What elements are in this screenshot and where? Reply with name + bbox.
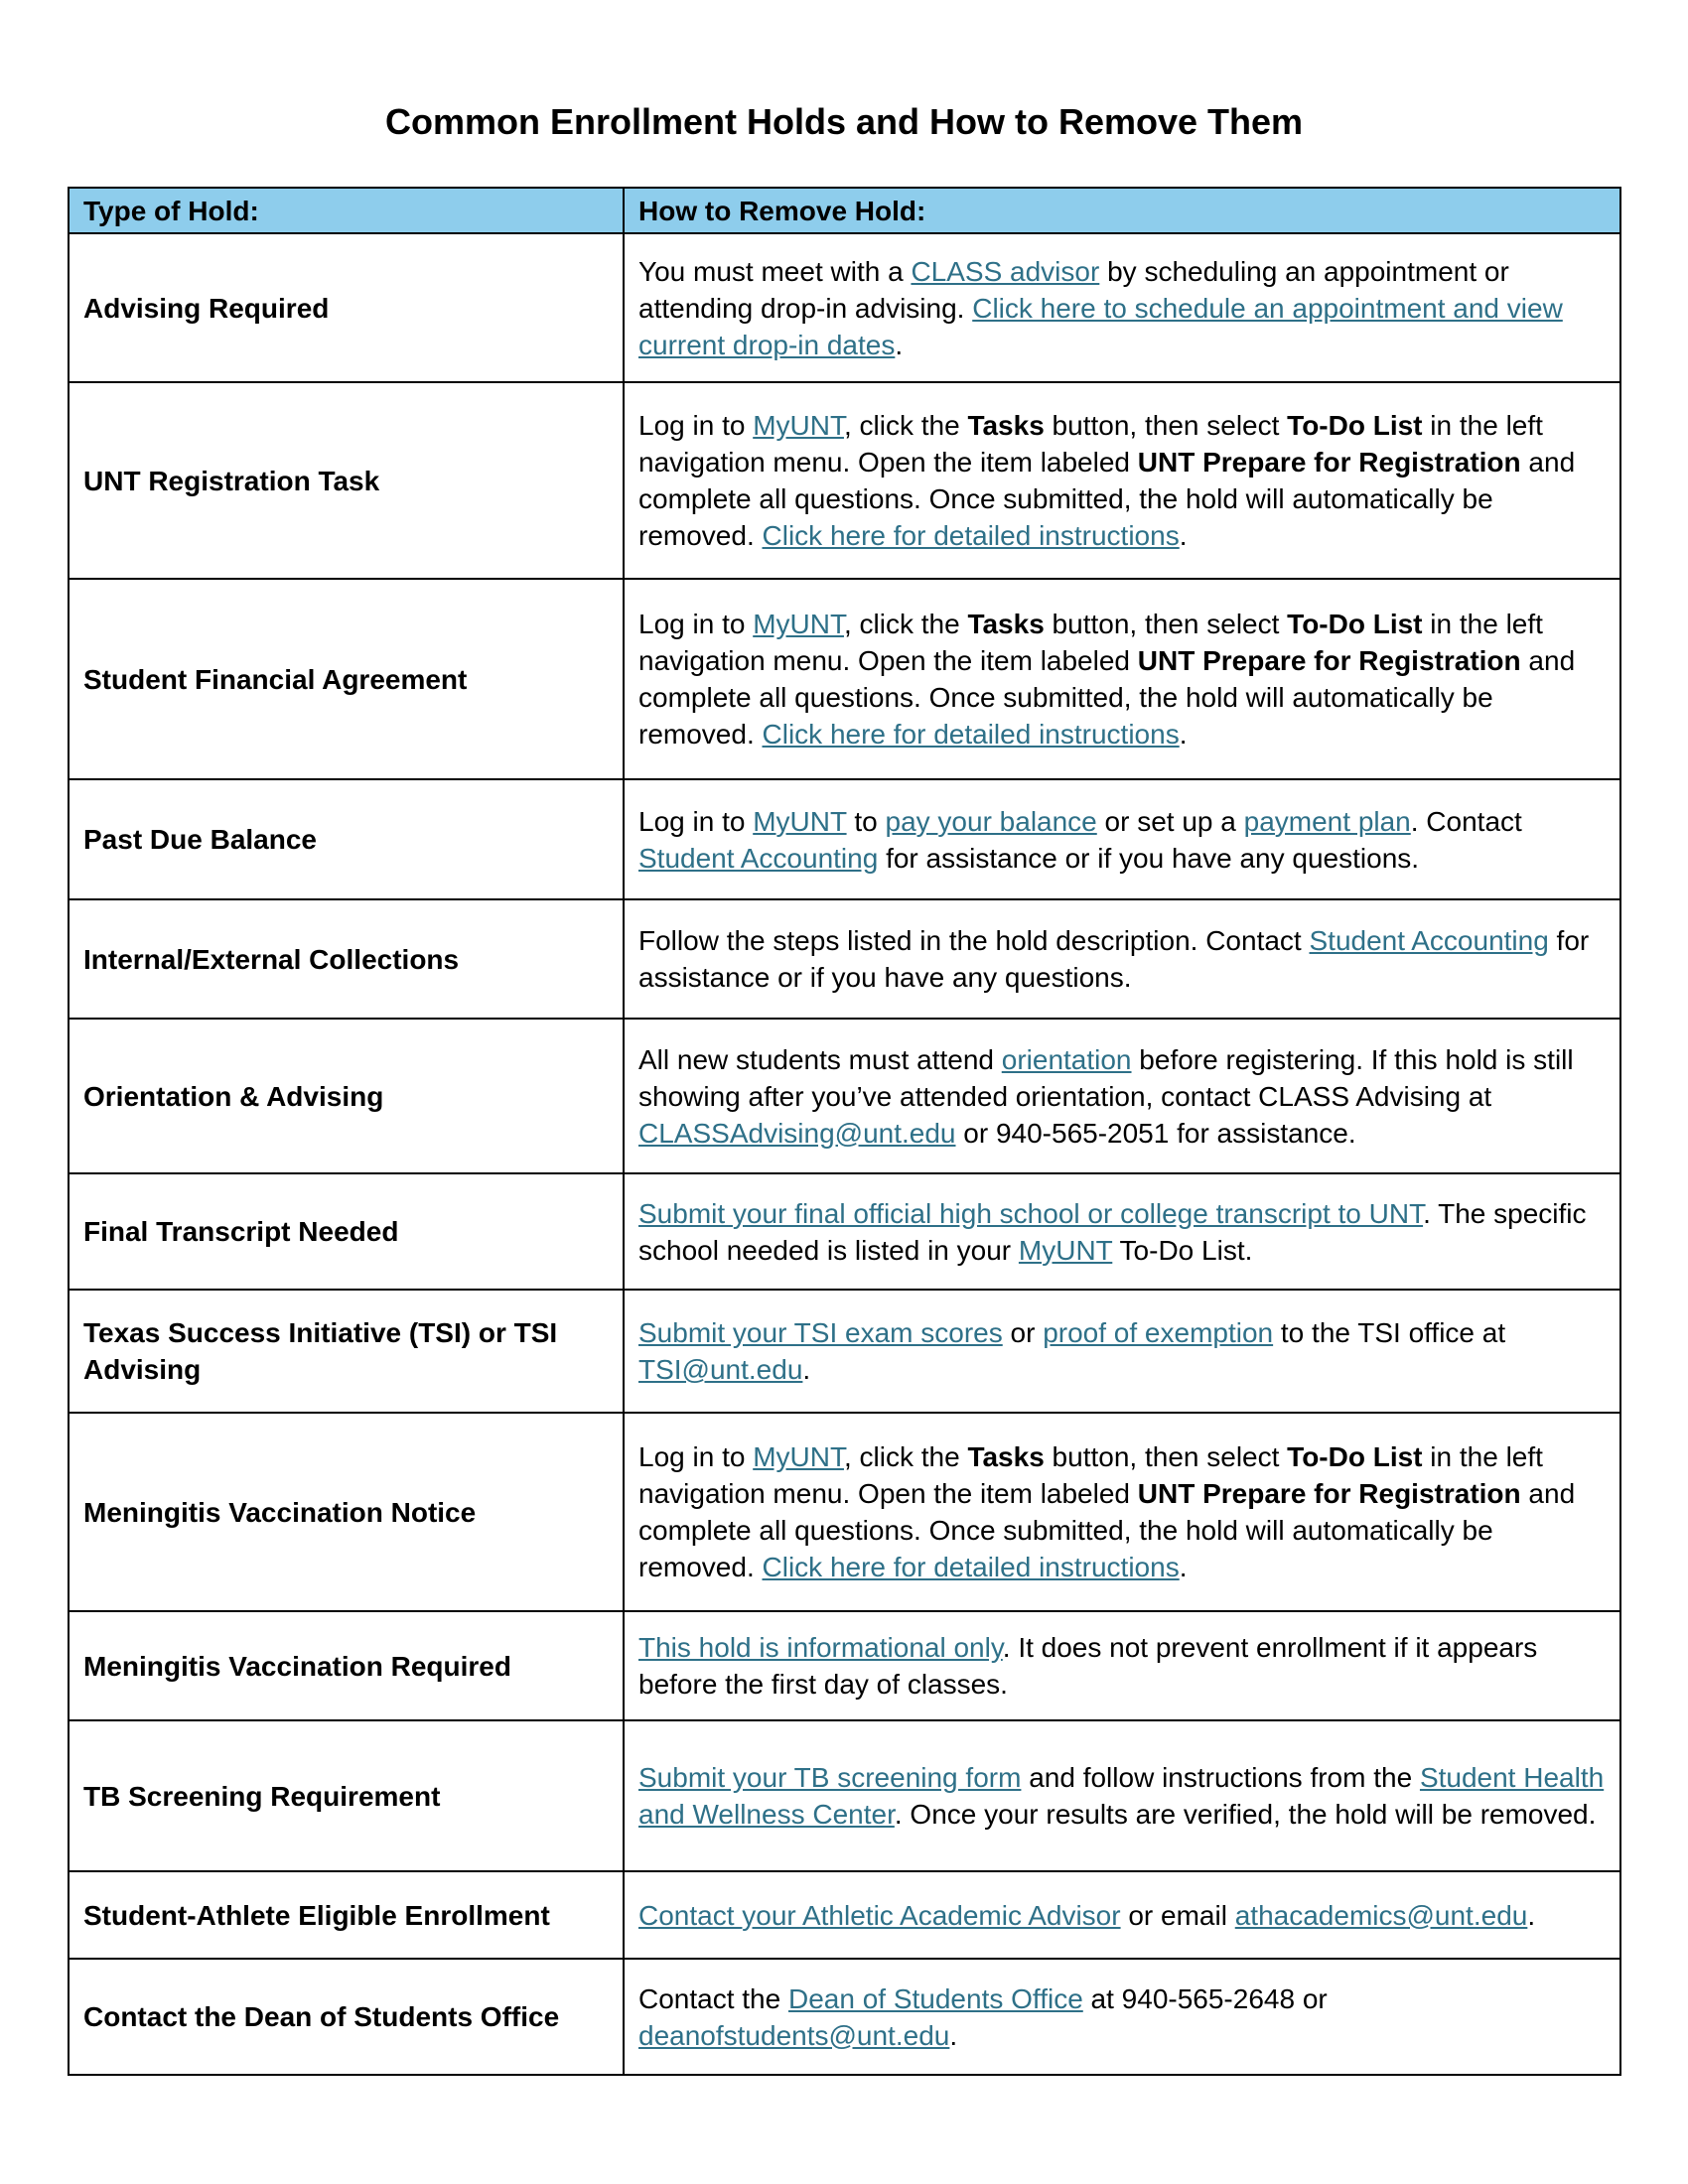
- hold-instructions: [624, 233, 1620, 382]
- instruction-link[interactable]: MyUNT: [1018, 1234, 1113, 1266]
- instruction-text: and follow instructions from the: [1021, 1762, 1420, 1793]
- instruction-link[interactable]: MyUNT: [753, 805, 847, 837]
- hold-instructions: [624, 1959, 1620, 2075]
- hold-type: Meningitis Vaccination Required: [69, 1611, 624, 1720]
- instruction-text: .: [1527, 1899, 1536, 1931]
- instruction-text: Follow the steps listed in the hold description. Contact: [638, 925, 1310, 956]
- instruction-text: and complete all questions. Once submitted, the hold will automatically be removed.: [638, 447, 1576, 551]
- instruction-text: .: [1179, 520, 1188, 551]
- hold-instructions: [624, 1720, 1620, 1871]
- table-row: [69, 1173, 1620, 1290]
- table-row: [69, 1959, 1620, 2075]
- instruction-text: or 940-565-2051 for assistance.: [955, 1117, 1356, 1149]
- instruction-bold-text: To-Do List: [1287, 609, 1423, 639]
- instruction-bold-text: UNT Prepare for Registration: [1137, 645, 1521, 676]
- instruction-link[interactable]: MyUNT: [753, 609, 844, 639]
- instruction-text: .: [802, 1354, 811, 1385]
- hold-instructions: [624, 1019, 1620, 1173]
- table-row: [69, 1290, 1620, 1413]
- instruction-text: . The specific school needed is listed in your: [638, 1197, 1587, 1266]
- holds-table: [68, 187, 1621, 2076]
- instruction-link[interactable]: This hold is informational only: [638, 1632, 1003, 1663]
- instruction-text: for assistance or if you have any questions.: [638, 925, 1590, 993]
- hold-instructions: [624, 1290, 1620, 1413]
- hold-instructions: [624, 579, 1620, 779]
- instruction-text: to the TSI office at: [1273, 1317, 1506, 1348]
- instruction-text: . It does not prevent enrollment if it appears before the first day of classes.: [638, 1632, 1538, 1700]
- hold-type: UNT Registration Task: [69, 382, 624, 579]
- hold-type: Texas Success Initiative (TSI) or TSI Advising: [69, 1290, 624, 1413]
- table-row: [69, 899, 1620, 1019]
- instruction-bold-text: UNT Prepare for Registration: [1137, 1478, 1521, 1509]
- instruction-link[interactable]: Student Health and Wellness Center: [638, 1762, 1605, 1830]
- instruction-text: before registering. If this hold is still showing after you’ve attended orientation, contact CLASS Advising at: [638, 1043, 1574, 1112]
- instruction-link[interactable]: payment plan: [1243, 805, 1411, 837]
- instruction-bold-text: To-Do List: [1287, 410, 1423, 441]
- instruction-text: Log in to: [638, 410, 754, 441]
- hold-type: Student-Athlete Eligible Enrollment: [69, 1871, 624, 1959]
- instruction-text: button, then select: [1044, 609, 1288, 639]
- hold-type: Contact the Dean of Students Office: [69, 1959, 624, 2075]
- instruction-text: , click the: [843, 1441, 968, 1472]
- table-row: [69, 382, 1620, 579]
- instruction-text: and complete all questions. Once submitted, the hold will automatically be removed.: [638, 1478, 1576, 1582]
- instruction-link[interactable]: MyUNT: [753, 1441, 844, 1472]
- instruction-bold-text: Tasks: [967, 1441, 1045, 1472]
- instruction-text: .: [949, 2019, 958, 2051]
- instruction-link[interactable]: TSI@unt.edu: [638, 1354, 803, 1385]
- instruction-link[interactable]: Click here for detailed instructions: [762, 520, 1180, 551]
- instruction-link[interactable]: Submit your final official high school or college transcript to UNT: [638, 1197, 1424, 1229]
- hold-instructions: [624, 899, 1620, 1019]
- hold-instructions: [624, 1611, 1620, 1720]
- table-row: [69, 1611, 1620, 1720]
- instruction-link[interactable]: CLASSAdvising@unt.edu: [638, 1117, 956, 1149]
- instruction-text: Log in to: [638, 805, 754, 837]
- instruction-text: at 940-565-2648 or: [1082, 1982, 1328, 2014]
- instruction-link[interactable]: orientation: [1001, 1043, 1132, 1075]
- header-how-to-remove: How to Remove Hold:: [624, 188, 1620, 233]
- instruction-text: Log in to: [638, 609, 754, 639]
- instruction-text: for assistance or if you have any questions.: [878, 842, 1420, 874]
- table-body: [69, 233, 1620, 2075]
- instruction-link[interactable]: CLASS advisor: [911, 255, 1100, 287]
- hold-type: Internal/External Collections: [69, 899, 624, 1019]
- instruction-link[interactable]: Click here for detailed instructions: [762, 719, 1180, 750]
- hold-instructions: [624, 382, 1620, 579]
- hold-type: Final Transcript Needed: [69, 1173, 624, 1290]
- instruction-link[interactable]: Click here for detailed instructions: [762, 1552, 1180, 1582]
- instruction-text: or email: [1120, 1899, 1235, 1931]
- hold-type: Student Financial Agreement: [69, 579, 624, 779]
- instruction-bold-text: Tasks: [967, 609, 1045, 639]
- hold-instructions: [624, 779, 1620, 899]
- instruction-link[interactable]: Contact your Athletic Academic Advisor: [638, 1899, 1121, 1931]
- table-row: [69, 779, 1620, 899]
- instruction-text: To-Do List.: [1112, 1234, 1253, 1266]
- instruction-text: , click the: [843, 609, 968, 639]
- hold-instructions: [624, 1871, 1620, 1959]
- instruction-link[interactable]: Submit your TSI exam scores: [638, 1317, 1003, 1348]
- hold-type: TB Screening Requirement: [69, 1720, 624, 1871]
- instruction-text: Contact the: [638, 1982, 788, 2014]
- instruction-link[interactable]: Student Accounting: [1309, 925, 1549, 956]
- table-row: [69, 233, 1620, 382]
- header-row: [69, 188, 1620, 233]
- instruction-text: to: [846, 805, 886, 837]
- instruction-text: by scheduling an appointment or attending drop-in advising.: [638, 255, 1509, 324]
- table-row: [69, 579, 1620, 779]
- hold-type: Past Due Balance: [69, 779, 624, 899]
- instruction-link[interactable]: athacademics@unt.edu: [1234, 1899, 1528, 1931]
- instruction-text: . Once your results are verified, the hold will be removed.: [894, 1799, 1597, 1830]
- instruction-text: in the left navigation menu. Open the item labeled: [638, 609, 1543, 676]
- instruction-text: You must meet with a: [638, 255, 912, 287]
- instruction-text: and complete all questions. Once submitted, the hold will automatically be removed.: [638, 645, 1576, 750]
- instruction-text: . Contact: [1410, 805, 1522, 837]
- table-row: [69, 1871, 1620, 1959]
- hold-type: Advising Required: [69, 233, 624, 382]
- instruction-text: .: [1179, 1552, 1188, 1582]
- instruction-text: button, then select: [1044, 1441, 1288, 1472]
- instruction-bold-text: To-Do List: [1287, 1441, 1423, 1472]
- instruction-link[interactable]: Student Accounting: [638, 842, 879, 874]
- instruction-text: button, then select: [1044, 410, 1288, 441]
- instruction-text: .: [1179, 719, 1188, 750]
- header-type-of-hold: Type of Hold:: [69, 188, 624, 233]
- instruction-bold-text: UNT Prepare for Registration: [1137, 447, 1521, 478]
- instruction-text: or: [1002, 1317, 1044, 1348]
- hold-type: Orientation & Advising: [69, 1019, 624, 1173]
- hold-instructions: [624, 1413, 1620, 1611]
- hold-type: Meningitis Vaccination Notice: [69, 1413, 624, 1611]
- instruction-link[interactable]: deanofstudents@unt.edu: [638, 2019, 950, 2051]
- table-header: [69, 188, 1620, 233]
- instruction-text: in the left navigation menu. Open the item labeled: [638, 1441, 1543, 1509]
- instruction-text: Log in to: [638, 1441, 754, 1472]
- table-row: [69, 1019, 1620, 1173]
- page-title: Common Enrollment Holds and How to Remove Them: [384, 101, 1304, 142]
- instruction-link[interactable]: proof of exemption: [1043, 1317, 1274, 1348]
- instruction-link[interactable]: Click here to schedule an appointment and view current drop-in dates: [638, 292, 1563, 360]
- instruction-text: , click the: [843, 410, 968, 441]
- instruction-link[interactable]: Submit your TB screening form: [638, 1762, 1022, 1793]
- table-row: [69, 1720, 1620, 1871]
- instruction-text: All new students must attend: [638, 1043, 1002, 1075]
- table-row: [69, 1413, 1620, 1611]
- instruction-link[interactable]: pay your balance: [885, 805, 1097, 837]
- instruction-text: or set up a: [1096, 805, 1244, 837]
- instruction-text: in the left navigation menu. Open the item labeled: [638, 410, 1543, 478]
- instruction-link[interactable]: MyUNT: [753, 410, 844, 441]
- instruction-bold-text: Tasks: [967, 410, 1045, 441]
- hold-instructions: [624, 1173, 1620, 1290]
- instruction-link[interactable]: Dean of Students Office: [787, 1982, 1083, 2014]
- instruction-text: .: [895, 329, 904, 360]
